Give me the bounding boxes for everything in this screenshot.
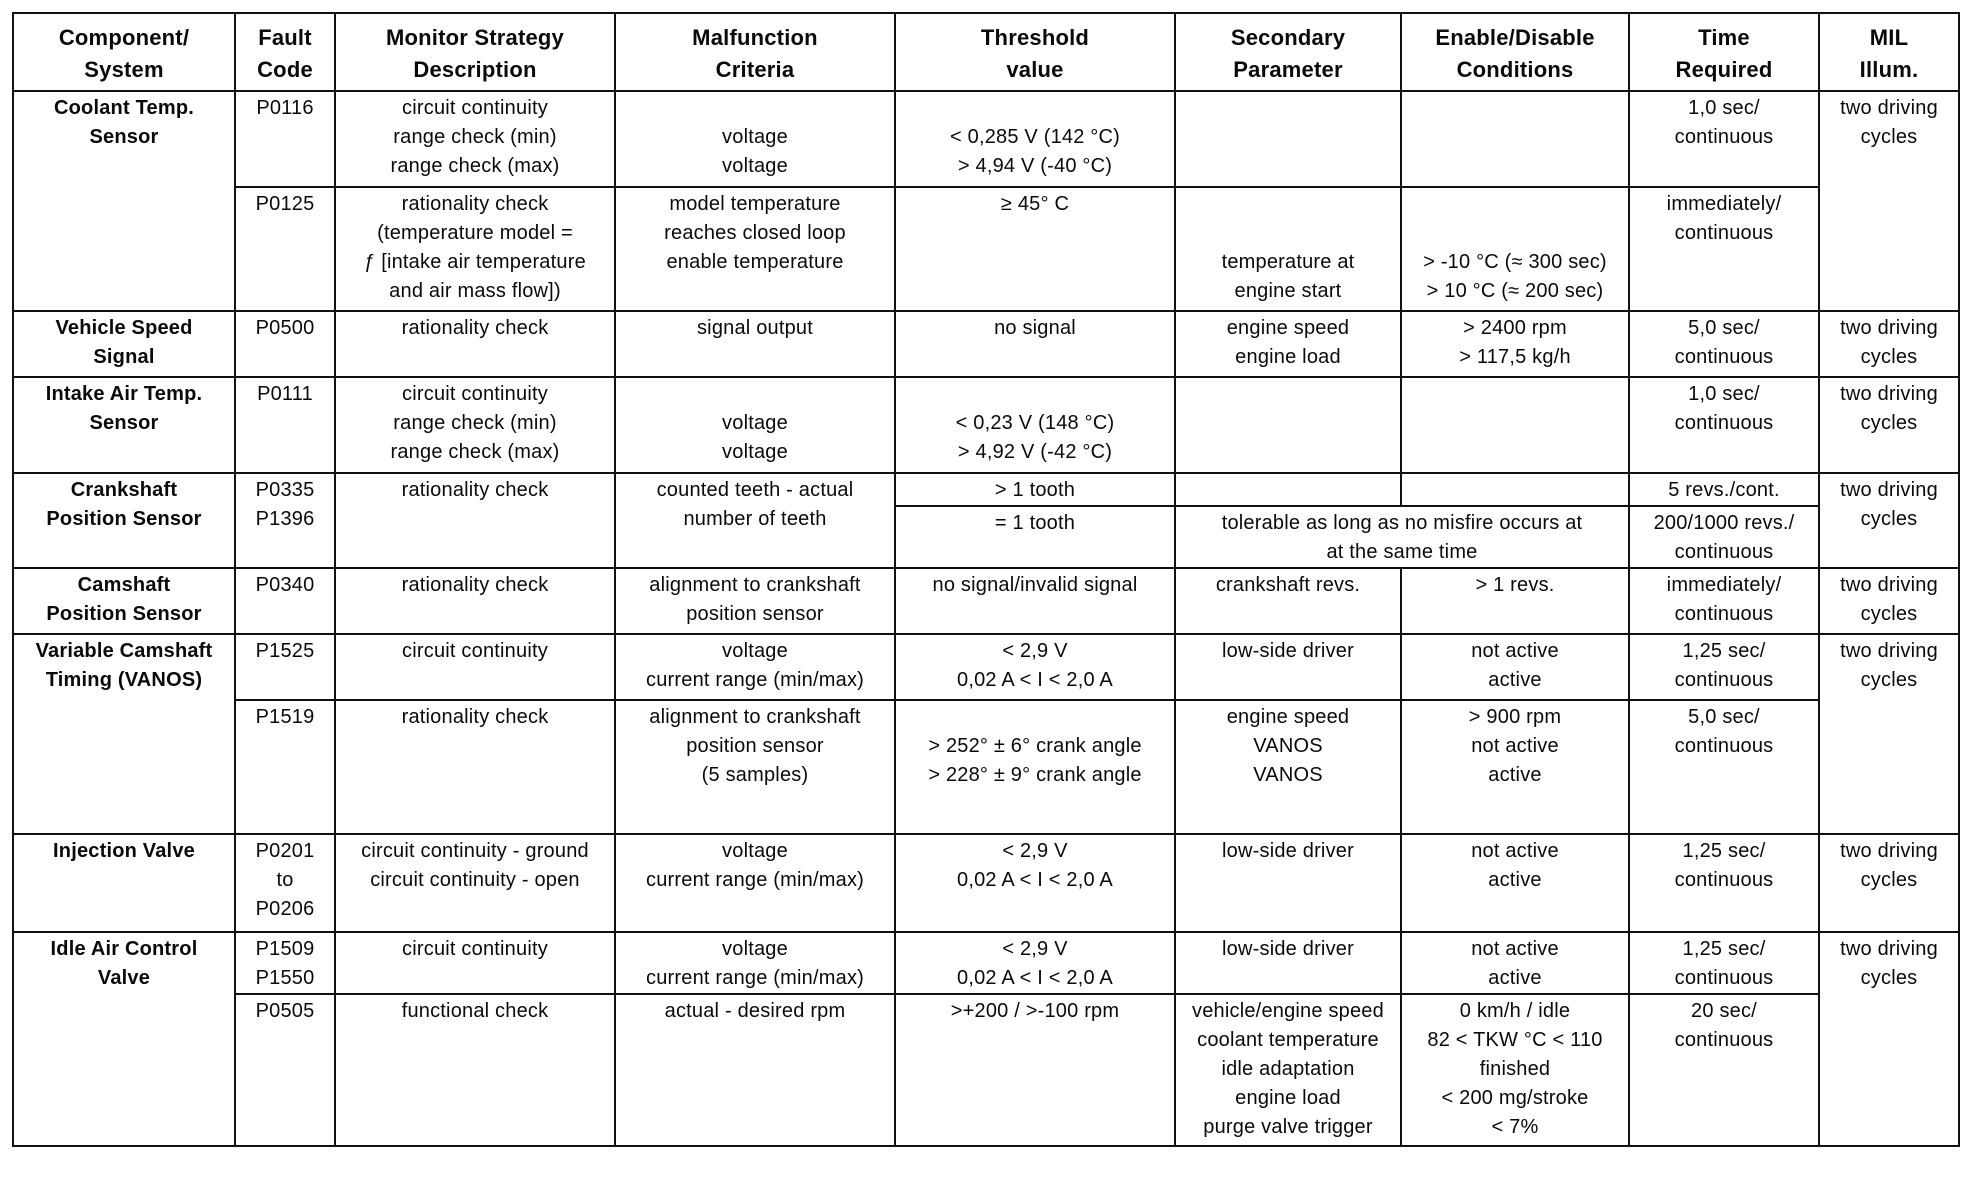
mil-crank: two driving cycles: [1819, 473, 1959, 568]
monitor-p0116: circuit continuity range check (min) range check (max): [335, 91, 615, 187]
monitor-p0505: functional check: [335, 994, 615, 1146]
time-p1525: 1,25 sec/ continuous: [1629, 634, 1819, 700]
monitor-p0340: rationality check: [335, 568, 615, 634]
monitor-p0500: rationality check: [335, 311, 615, 377]
fault-code-p1509-p1550: P1509 P1550: [235, 932, 335, 994]
threshold-p0201: < 2,9 V 0,02 A < I < 2,0 A: [895, 834, 1175, 932]
header-time-required: Time Required: [1629, 13, 1819, 91]
malfunction-p1509: voltage current range (min/max): [615, 932, 895, 994]
malfunction-p0500: signal output: [615, 311, 895, 377]
secondary-p1525: low-side driver: [1175, 634, 1401, 700]
time-p1519: 5,0 sec/ continuous: [1629, 700, 1819, 834]
monitor-p0111: circuit continuity range check (min) range check (max): [335, 377, 615, 473]
fault-code-p0111: P0111: [235, 377, 335, 473]
monitor-p0125: rationality check (temperature model = ƒ [intake air temperature and air mass flow]): [335, 187, 615, 311]
threshold-crank-b: = 1 tooth: [895, 506, 1175, 568]
component-vehicle-speed-signal: Vehicle Speed Signal: [13, 311, 235, 377]
header-mil-illum: MIL Illum.: [1819, 13, 1959, 91]
obd-monitor-table-sheet: [12, 12, 1958, 1152]
header-fault-code: Fault Code: [235, 13, 335, 91]
enable-p1525: not active active: [1401, 634, 1629, 700]
fault-code-p0125: P0125: [235, 187, 335, 311]
table-row-p0340: [13, 568, 1959, 634]
enable-p1509: not active active: [1401, 932, 1629, 994]
time-p0111: 1,0 sec/ continuous: [1629, 377, 1819, 473]
enable-p0505: 0 km/h / idle 82 < TKW °C < 110 finished < 200 mg/stroke < 7%: [1401, 994, 1629, 1146]
enable-p0125: > -10 °C (≈ 300 sec) > 10 °C (≈ 200 sec): [1401, 187, 1629, 311]
malfunction-p0116: voltage voltage: [615, 91, 895, 187]
mil-idle: two driving cycles: [1819, 932, 1959, 1146]
time-p0201: 1,25 sec/ continuous: [1629, 834, 1819, 932]
malfunction-p1519: alignment to crankshaft position sensor (5 samples): [615, 700, 895, 834]
threshold-p0340: no signal/invalid signal: [895, 568, 1175, 634]
secondary-crank-a: [1175, 473, 1401, 506]
time-p0116: 1,0 sec/ continuous: [1629, 91, 1819, 187]
threshold-p0111: < 0,23 V (148 °C) > 4,92 V (-42 °C): [895, 377, 1175, 473]
secondary-p0505: vehicle/engine speed coolant temperature idle adaptation engine load purge valve trigger: [1175, 994, 1401, 1146]
mil-p0111: two driving cycles: [1819, 377, 1959, 473]
time-p0340: immediately/ continuous: [1629, 568, 1819, 634]
threshold-p0125: ≥ 45° C: [895, 187, 1175, 311]
time-p0500: 5,0 sec/ continuous: [1629, 311, 1819, 377]
threshold-crank-a: > 1 tooth: [895, 473, 1175, 506]
table-row-p1509: [13, 932, 1959, 994]
monitor-p1509: circuit continuity: [335, 932, 615, 994]
time-p0125: immediately/ continuous: [1629, 187, 1819, 311]
enable-crank-a: [1401, 473, 1629, 506]
header-malfunction-criteria: Malfunction Criteria: [615, 13, 895, 91]
fault-code-p0335-p1396: P0335 P1396: [235, 473, 335, 568]
header-threshold-value: Threshold value: [895, 13, 1175, 91]
time-crank-b: 200/1000 revs./ continuous: [1629, 506, 1819, 568]
secondary-crank-b: tolerable as long as no misfire occurs at at the same time: [1175, 506, 1629, 568]
enable-p1519: > 900 rpm not active active: [1401, 700, 1629, 834]
table-row-p0111: [13, 377, 1959, 473]
component-camshaft-position-sensor: Camshaft Position Sensor: [13, 568, 235, 634]
table-row-p0116: [13, 91, 1959, 187]
fault-code-p0116: P0116: [235, 91, 335, 187]
time-p0505: 20 sec/ continuous: [1629, 994, 1819, 1146]
threshold-p1509: < 2,9 V 0,02 A < I < 2,0 A: [895, 932, 1175, 994]
component-coolant-temp-sensor: Coolant Temp. Sensor: [13, 91, 235, 311]
component-variable-camshaft-timing: Variable Camshaft Timing (VANOS): [13, 634, 235, 834]
component-intake-air-temp-sensor: Intake Air Temp. Sensor: [13, 377, 235, 473]
table-row-p1525: [13, 634, 1959, 700]
table-row-p1519: [13, 700, 1959, 834]
header-monitor-strategy: Monitor Strategy Description: [335, 13, 615, 91]
secondary-p0116: [1175, 91, 1401, 187]
enable-p0500: > 2400 rpm > 117,5 kg/h: [1401, 311, 1629, 377]
malfunction-crank: counted teeth - actual number of teeth: [615, 473, 895, 568]
enable-p0340: > 1 revs.: [1401, 568, 1629, 634]
enable-p0201: not active active: [1401, 834, 1629, 932]
secondary-p0125: temperature at engine start: [1175, 187, 1401, 311]
secondary-p0201: low-side driver: [1175, 834, 1401, 932]
table-row-p0335: [13, 473, 1959, 506]
monitor-crank: rationality check: [335, 473, 615, 568]
fault-code-p1519: P1519: [235, 700, 335, 834]
header-row: [13, 13, 1959, 91]
secondary-p0500: engine speed engine load: [1175, 311, 1401, 377]
malfunction-p0201: voltage current range (min/max): [615, 834, 895, 932]
obd-monitor-table: [12, 12, 1960, 1147]
enable-p0111: [1401, 377, 1629, 473]
component-crankshaft-position-sensor: Crankshaft Position Sensor: [13, 473, 235, 568]
mil-p0500: two driving cycles: [1819, 311, 1959, 377]
secondary-p1509: low-side driver: [1175, 932, 1401, 994]
fault-code-p0505: P0505: [235, 994, 335, 1146]
table-row-p0505: [13, 994, 1959, 1146]
threshold-p0500: no signal: [895, 311, 1175, 377]
monitor-p1519: rationality check: [335, 700, 615, 834]
secondary-p1519: engine speed VANOS VANOS: [1175, 700, 1401, 834]
fault-code-p0201-p0206: P0201 to P0206: [235, 834, 335, 932]
fault-code-p1525: P1525: [235, 634, 335, 700]
mil-vanos: two driving cycles: [1819, 634, 1959, 834]
malfunction-p0340: alignment to crankshaft position sensor: [615, 568, 895, 634]
mil-p0340: two driving cycles: [1819, 568, 1959, 634]
header-component: Component/ System: [13, 13, 235, 91]
table-row-p0125: [13, 187, 1959, 311]
component-idle-air-control-valve: Idle Air Control Valve: [13, 932, 235, 1146]
component-injection-valve: Injection Valve: [13, 834, 235, 932]
header-secondary-parameter: Secondary Parameter: [1175, 13, 1401, 91]
time-crank-a: 5 revs./cont.: [1629, 473, 1819, 506]
malfunction-p0505: actual - desired rpm: [615, 994, 895, 1146]
threshold-p0116: < 0,285 V (142 °C) > 4,94 V (-40 °C): [895, 91, 1175, 187]
fault-code-p0500: P0500: [235, 311, 335, 377]
mil-p0201: two driving cycles: [1819, 834, 1959, 932]
time-p1509: 1,25 sec/ continuous: [1629, 932, 1819, 994]
fault-code-p0340: P0340: [235, 568, 335, 634]
malfunction-p0111: voltage voltage: [615, 377, 895, 473]
threshold-p1525: < 2,9 V 0,02 A < I < 2,0 A: [895, 634, 1175, 700]
malfunction-p1525: voltage current range (min/max): [615, 634, 895, 700]
threshold-p1519: > 252° ± 6° crank angle > 228° ± 9° crank angle: [895, 700, 1175, 834]
table-row-p0201: [13, 834, 1959, 932]
monitor-p1525: circuit continuity: [335, 634, 615, 700]
mil-coolant: two driving cycles: [1819, 91, 1959, 311]
secondary-p0111: [1175, 377, 1401, 473]
enable-p0116: [1401, 91, 1629, 187]
threshold-p0505: >+200 / >-100 rpm: [895, 994, 1175, 1146]
malfunction-p0125: model temperature reaches closed loop enable temperature: [615, 187, 895, 311]
header-enable-disable: Enable/Disable Conditions: [1401, 13, 1629, 91]
table-row-p0500: [13, 311, 1959, 377]
secondary-p0340: crankshaft revs.: [1175, 568, 1401, 634]
monitor-p0201: circuit continuity - ground circuit continuity - open: [335, 834, 615, 932]
